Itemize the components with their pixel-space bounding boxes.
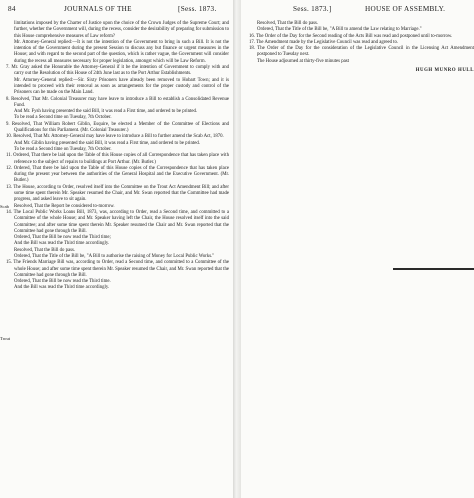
paragraph: Mr. Attorney-General replied:—Sir. Sixty Prisoners have already been removed to Hobart Town; and it is intended to proceed with their removal as soon as arrangements for the proper custody and control of the Prisoners can be made on the Main Land. <box>14 77 229 96</box>
paragraph: And Mr. Giblin having presented the said Bill, it was read a First time, and ordered to be printed. <box>14 140 200 146</box>
paragraph: Resolved, That the Bill do pass. <box>14 247 76 253</box>
paragraph: To be read a Second time on Tuesday, 7th October. <box>14 146 112 152</box>
margin-note: Scab <box>0 204 9 209</box>
numbered-item: 7. Mr. Gray asked the Honorable the Attorney-General if it be the intention of Government to comply with and carry out the Resolution of this House of 24th June last as to the Port Arthur Establishments. <box>6 65 229 77</box>
numbered-item: 18. The Order of the Day for the consideration of the Legislative Council in the Licensing Act Amendment postponed to Tuesday next. <box>249 46 474 58</box>
numbered-item: 14. The Local Public Works Loans Bill, 1873, was, according to Order, read a Second time, and committed to a Committee of the whole House; and Mr. Speaker having left the Chair, the House resolved itself into the said Committee; and after some time spent therein Mr. Speaker resumed the Chair and Mr. Swan reported that the Committee had gone through the Bill. <box>6 209 229 234</box>
paragraph: And the Bill was read the Third time accordingly. <box>14 241 110 247</box>
running-title: HOUSE OF ASSEMBLY. <box>365 5 446 13</box>
numbered-item: 13. The House, according to Order, resolved itself into the Committee on the Trout Act Amendment Bill; and after some time spent therein Mr. Speaker resumed the Chair, and Mr. Swan reported that the Committee had made progress, and asked leave to sit again. <box>6 184 229 203</box>
page-number: 84 <box>8 5 16 13</box>
numbered-item: 12. Ordered, That there be laid upon the Table of this House copies of the Correspondence that has taken place during the present year between the authorities of the General Hospital and the Executive Government. (Mr. Butler.) <box>6 165 229 184</box>
clerk-signature: HUGH MUNRO HULL <box>415 68 474 74</box>
paragraph: And Mr. Fysh having presented the said Bill, it was read a First time, and ordered to be printed. <box>14 109 198 115</box>
paragraph: Resolved, That the Report be considered to-morrow. <box>14 203 115 209</box>
numbered-item: 10. Resolved, That Mr. Attorney-General may have leave to introduce a Bill to further amend the Scab Act, 1870. <box>6 134 224 140</box>
running-title: JOURNALS OF THE <box>64 5 132 13</box>
paragraph: Ordered, That the Title of the Bill be, "A Bill to amend the Law relating to Marriage." <box>257 27 422 33</box>
closing-rule <box>393 268 474 270</box>
paragraph: Ordered, That the Bill be now read the Third time. <box>14 279 111 285</box>
right-page-header <box>241 4 474 14</box>
paragraph: To be read a Second time on Tuesday, 7th October. <box>14 115 112 121</box>
right-page-body <box>249 21 474 74</box>
paragraph: Mr. Attorney-General replied:—It is not the intention of the Government to bring in such a Bill. It is not the intention of the Government during the present Session to discuss any but finance or urgent measures in the House; and with regard to the second part of the question, which is rather vague, the Government will consider during the recess all measures necessary for proper legislation, amongst which will be Law Reform. <box>14 39 229 64</box>
adjournment-note: The House adjourned at thirty-five minutes past <box>257 58 349 64</box>
paragraph: Ordered, That the Bill be now read the Third time; <box>14 235 111 241</box>
left-page-header <box>0 4 233 14</box>
numbered-item: 17. The Amendment made by the Legislative Council was read and agreed to. <box>249 39 399 45</box>
book-gutter <box>233 0 241 498</box>
paragraph: Ordered, That the Title of the Bill be, "A Bill to authorise the raising of Money for Local Public Works." <box>14 253 215 259</box>
paragraph: And the Bill was read the Third time accordingly. <box>14 285 110 291</box>
session-label: Sess. 1873.] <box>293 5 332 13</box>
numbered-item: 16. The Order of the Day for the Second reading of the Acts Bill was read and postponed until to-morrow. <box>249 33 453 39</box>
right-page <box>241 0 474 498</box>
numbered-item: 9. Resolved, That William Robert Giblin, Esquire, be elected a Member of the Committee of Elections and Qualifications for this Parliament. (Mr. Colonial Treasurer.) <box>6 121 229 134</box>
paragraph: Resolved, That the Bill do pass. <box>257 21 319 26</box>
numbered-item: 8. Resolved, That Mr. Colonial Treasurer may have leave to introduce a Bill to establish a Consolidated Revenue Fund. <box>6 96 229 108</box>
left-page-body <box>6 21 229 292</box>
margin-note: Trout <box>0 336 11 341</box>
numbered-item: 11. Ordered, That there be laid upon the Table of this House copies of all Correspondence that has taken place with reference to the subject of repairs to buildings at Port Arthur. (Mr. Butler.) <box>6 153 229 165</box>
session-label: [Sess. 1873. <box>178 5 217 13</box>
paragraph: limitations imposed by the Charter of Justice upon the choice of the Crown Judges of the Supreme Court; and further, whether the Government will, during the recess, consider the desirability of preparing for submission to this House comprehensive measures of Law reform? <box>14 21 229 39</box>
left-page <box>0 0 233 498</box>
numbered-item: 15. The Friends Marriage Bill was, according to Order, read a Second time, and committed to a Committee of the whole House; and after some time spent therein Mr. Speaker resumed the Chair, and Mr. Swan reported that the Committee had gone through the Bill. <box>6 260 229 278</box>
